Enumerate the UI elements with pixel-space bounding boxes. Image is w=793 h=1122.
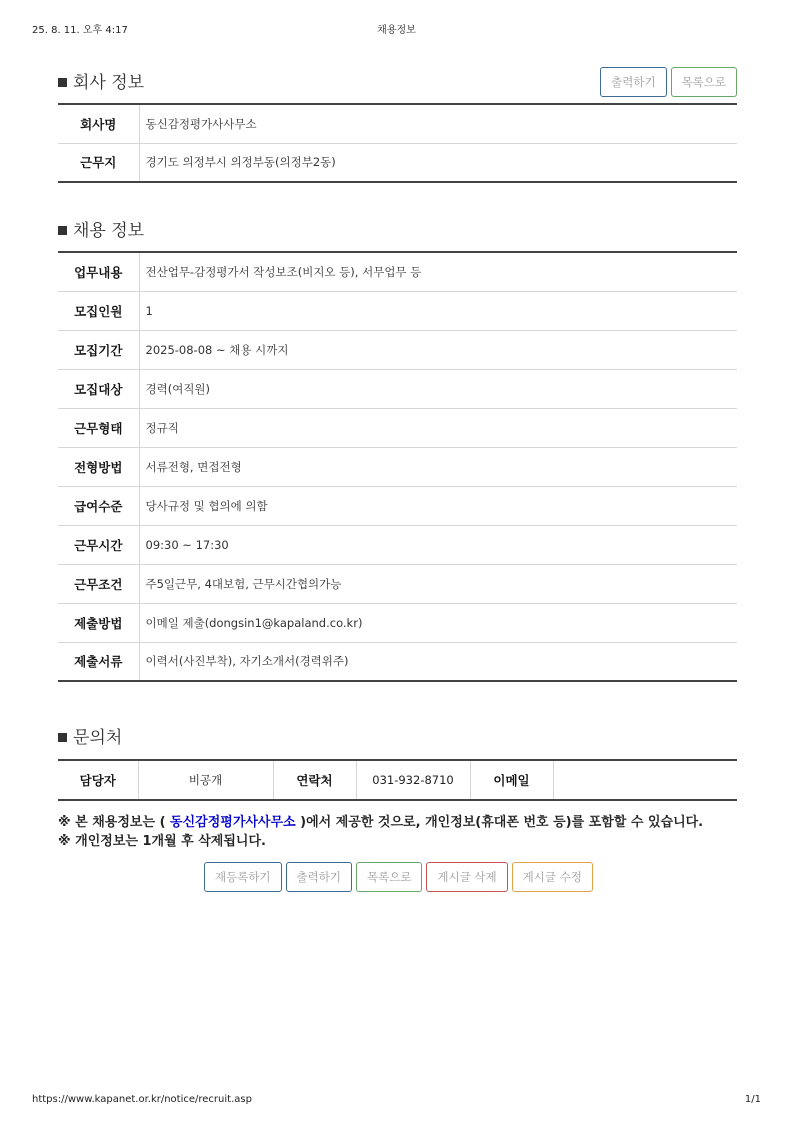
- contact-section-title: 문의처: [58, 723, 737, 747]
- table-row: [58, 642, 737, 681]
- table-row: [58, 486, 737, 525]
- manager-value: 비공개: [138, 760, 273, 800]
- table-row: [58, 525, 737, 564]
- print-button[interactable]: 출력하기: [600, 67, 666, 97]
- row-value: 이력서(사진부착), 자기소개서(경력위주): [145, 654, 349, 669]
- email-value: [553, 760, 737, 800]
- contact-table: [58, 759, 737, 801]
- table-row: [58, 252, 737, 291]
- row-value: 1: [139, 291, 737, 330]
- print-header: [32, 21, 761, 35]
- row-label: 업무내용: [58, 252, 139, 291]
- square-bullet-icon: [58, 78, 67, 87]
- contact-section-header: [58, 723, 737, 747]
- square-bullet-icon: [58, 733, 67, 742]
- row-value: 경력(여직원): [139, 369, 737, 408]
- print-url: https://www.kapanet.or.kr/notice/recruit.asp: [32, 1094, 252, 1105]
- row-label: 모집기간: [58, 330, 139, 369]
- row-label: 제출방법: [58, 603, 139, 642]
- delete-post-button[interactable]: 게시글 삭제: [426, 862, 507, 892]
- row-label: 근무시간: [58, 525, 139, 564]
- bottom-button-group: [204, 862, 593, 892]
- row-label: 모집대상: [58, 369, 139, 408]
- row-label: 제출서류: [58, 642, 139, 681]
- row-value: 서류전형, 면접전형: [139, 447, 737, 486]
- table-row: [58, 564, 737, 603]
- recruit-section-header: [58, 216, 737, 240]
- table-row: [58, 143, 737, 182]
- company-name-value: 동신감정평가사사무소: [139, 104, 737, 143]
- recruit-section-title: 채용 정보: [58, 216, 737, 240]
- company-name-label: 회사명: [58, 104, 139, 143]
- email-label: 이메일: [470, 760, 553, 800]
- row-value: 09:30 ~ 17:30: [139, 525, 737, 564]
- table-row: [58, 369, 737, 408]
- top-button-group: [600, 67, 737, 97]
- table-row: [58, 760, 737, 800]
- company-section-title: 회사 정보: [58, 68, 737, 92]
- workplace-label: 근무지: [58, 143, 139, 182]
- print-footer: [32, 1094, 761, 1108]
- row-value: 이메일 제출(dongsin1@kapaland.co.kr): [139, 603, 737, 642]
- edit-post-button[interactable]: 게시글 수정: [512, 862, 593, 892]
- table-row: [58, 104, 737, 143]
- notice-company-name: 동신감정평가사사무소: [170, 815, 296, 830]
- notice-line-2: ※ 개인정보는 1개월 후 삭제됩니다.: [58, 834, 266, 849]
- phone-value: 031-932-8710: [356, 760, 470, 800]
- row-value: 정규직: [139, 408, 737, 447]
- reregister-button[interactable]: 재등록하기: [204, 862, 282, 892]
- row-value: 당사규정 및 협의에 의함: [139, 486, 737, 525]
- list-button[interactable]: 목록으로: [671, 67, 737, 97]
- row-value: 전산업무-감정평가서 작성보조(비지오 등), 서무업무 등: [139, 252, 737, 291]
- manager-label: 담당자: [58, 760, 138, 800]
- table-row: [58, 408, 737, 447]
- row-value: 주5일근무, 4대보험, 근무시간협의가능: [139, 564, 737, 603]
- row-label: 근무형태: [58, 408, 139, 447]
- row-label: 모집인원: [58, 291, 139, 330]
- table-row: [58, 603, 737, 642]
- privacy-notice: [58, 813, 703, 851]
- table-row: [58, 330, 737, 369]
- row-label: 급여수준: [58, 486, 139, 525]
- print-title: 채용정보: [377, 25, 416, 36]
- notice-line-1: ※ 본 채용정보는 ( 동신감정평가사사무소 )에서 제공한 것으로, 개인정보(휴대폰 번호 등)를 포함할 수 있습니다.: [58, 815, 704, 830]
- table-row: [58, 447, 737, 486]
- list-button[interactable]: 목록으로: [356, 862, 422, 892]
- row-label: 근무조건: [58, 564, 139, 603]
- table-row: [58, 291, 737, 330]
- recruit-info-table: [58, 251, 737, 682]
- workplace-value: 경기도 의정부시 의정부동(의정부2동): [145, 155, 336, 170]
- row-value: 2025-08-08 ~ 채용 시까지: [139, 330, 737, 369]
- square-bullet-icon: [58, 226, 67, 235]
- row-label: 전형방법: [58, 447, 139, 486]
- print-date: 25. 8. 11. 오후 4:17: [32, 25, 128, 36]
- page-number: 1/1: [744, 1094, 761, 1105]
- phone-label: 연락처: [273, 760, 356, 800]
- company-info-table: [58, 103, 737, 183]
- print-button[interactable]: 출력하기: [286, 862, 352, 892]
